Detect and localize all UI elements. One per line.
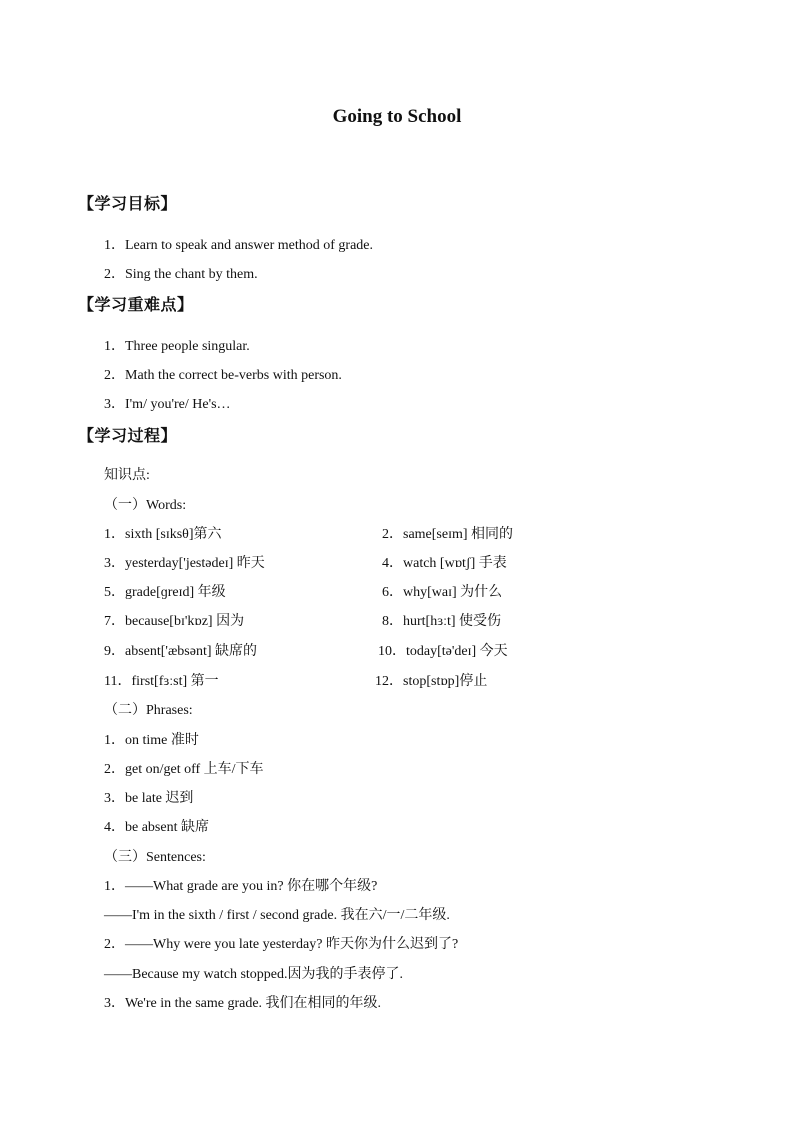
word-item: 11．first[fɜːst] 第一 bbox=[104, 674, 219, 689]
sentences-heading: （三）Sentences: bbox=[104, 850, 206, 865]
section-heading-process: 【学习过程】 bbox=[78, 426, 178, 445]
word-item: 4．watch [wɒtʃ] 手表 bbox=[382, 556, 507, 571]
word-item: 6．why[waɪ] 为什么 bbox=[382, 585, 503, 600]
phrase-item: 2．get on/get off 上车/下车 bbox=[104, 762, 264, 777]
section-heading-goals: 【学习目标】 bbox=[78, 194, 178, 213]
phrase-item: 4．be absent 缺席 bbox=[104, 820, 209, 835]
goal-item: 1．Learn to speak and answer method of grade. bbox=[104, 238, 374, 253]
sentence-item: 1．——What grade are you in? 你在哪个年级? bbox=[104, 879, 378, 894]
key-point-item: 1．Three people singular. bbox=[104, 339, 250, 354]
word-item: 3．yesterday['jestədeɪ] 昨天 bbox=[104, 556, 265, 571]
key-point-item: 2．Math the correct be-verbs with person. bbox=[104, 368, 342, 383]
phrases-heading: （二）Phrases: bbox=[104, 703, 193, 718]
word-item: 1．sixth [sɪksθ]第六 bbox=[104, 527, 222, 542]
sentence-item: 2．——Why were you late yesterday? 昨天你为什么迟到了? bbox=[104, 937, 459, 952]
section-heading-key-points: 【学习重难点】 bbox=[78, 295, 194, 314]
sentence-item: ——Because my watch stopped.因为我的手表停了. bbox=[104, 967, 404, 982]
sentence-item: 3．We're in the same grade. 我们在相同的年级. bbox=[104, 996, 382, 1011]
sentence-item: ——I'm in the sixth / first / second grade. 我在六/一/二年级. bbox=[104, 908, 450, 923]
knowledge-label: 知识点: bbox=[104, 468, 150, 483]
word-item: 7．because[bɪ'kɒz] 因为 bbox=[104, 614, 245, 629]
word-item: 2．same[seɪm] 相同的 bbox=[382, 527, 514, 542]
word-item: 5．grade[ɡreɪd] 年级 bbox=[104, 585, 226, 600]
goal-item: 2．Sing the chant by them. bbox=[104, 267, 258, 282]
document-title: Going to School bbox=[332, 106, 462, 127]
word-item: 10．today[tə'deɪ] 今天 bbox=[378, 644, 508, 659]
word-item: 8．hurt[hɜːt] 使受伤 bbox=[382, 614, 502, 629]
word-item: 9．absent['æbsənt] 缺席的 bbox=[104, 644, 258, 659]
phrase-item: 1．on time 准时 bbox=[104, 733, 199, 748]
phrase-item: 3．be late 迟到 bbox=[104, 791, 194, 806]
key-point-item: 3．I'm/ you're/ He's… bbox=[104, 397, 231, 412]
words-heading: （一）Words: bbox=[104, 498, 187, 513]
word-item: 12．stop[stɒp]停止 bbox=[375, 674, 488, 689]
